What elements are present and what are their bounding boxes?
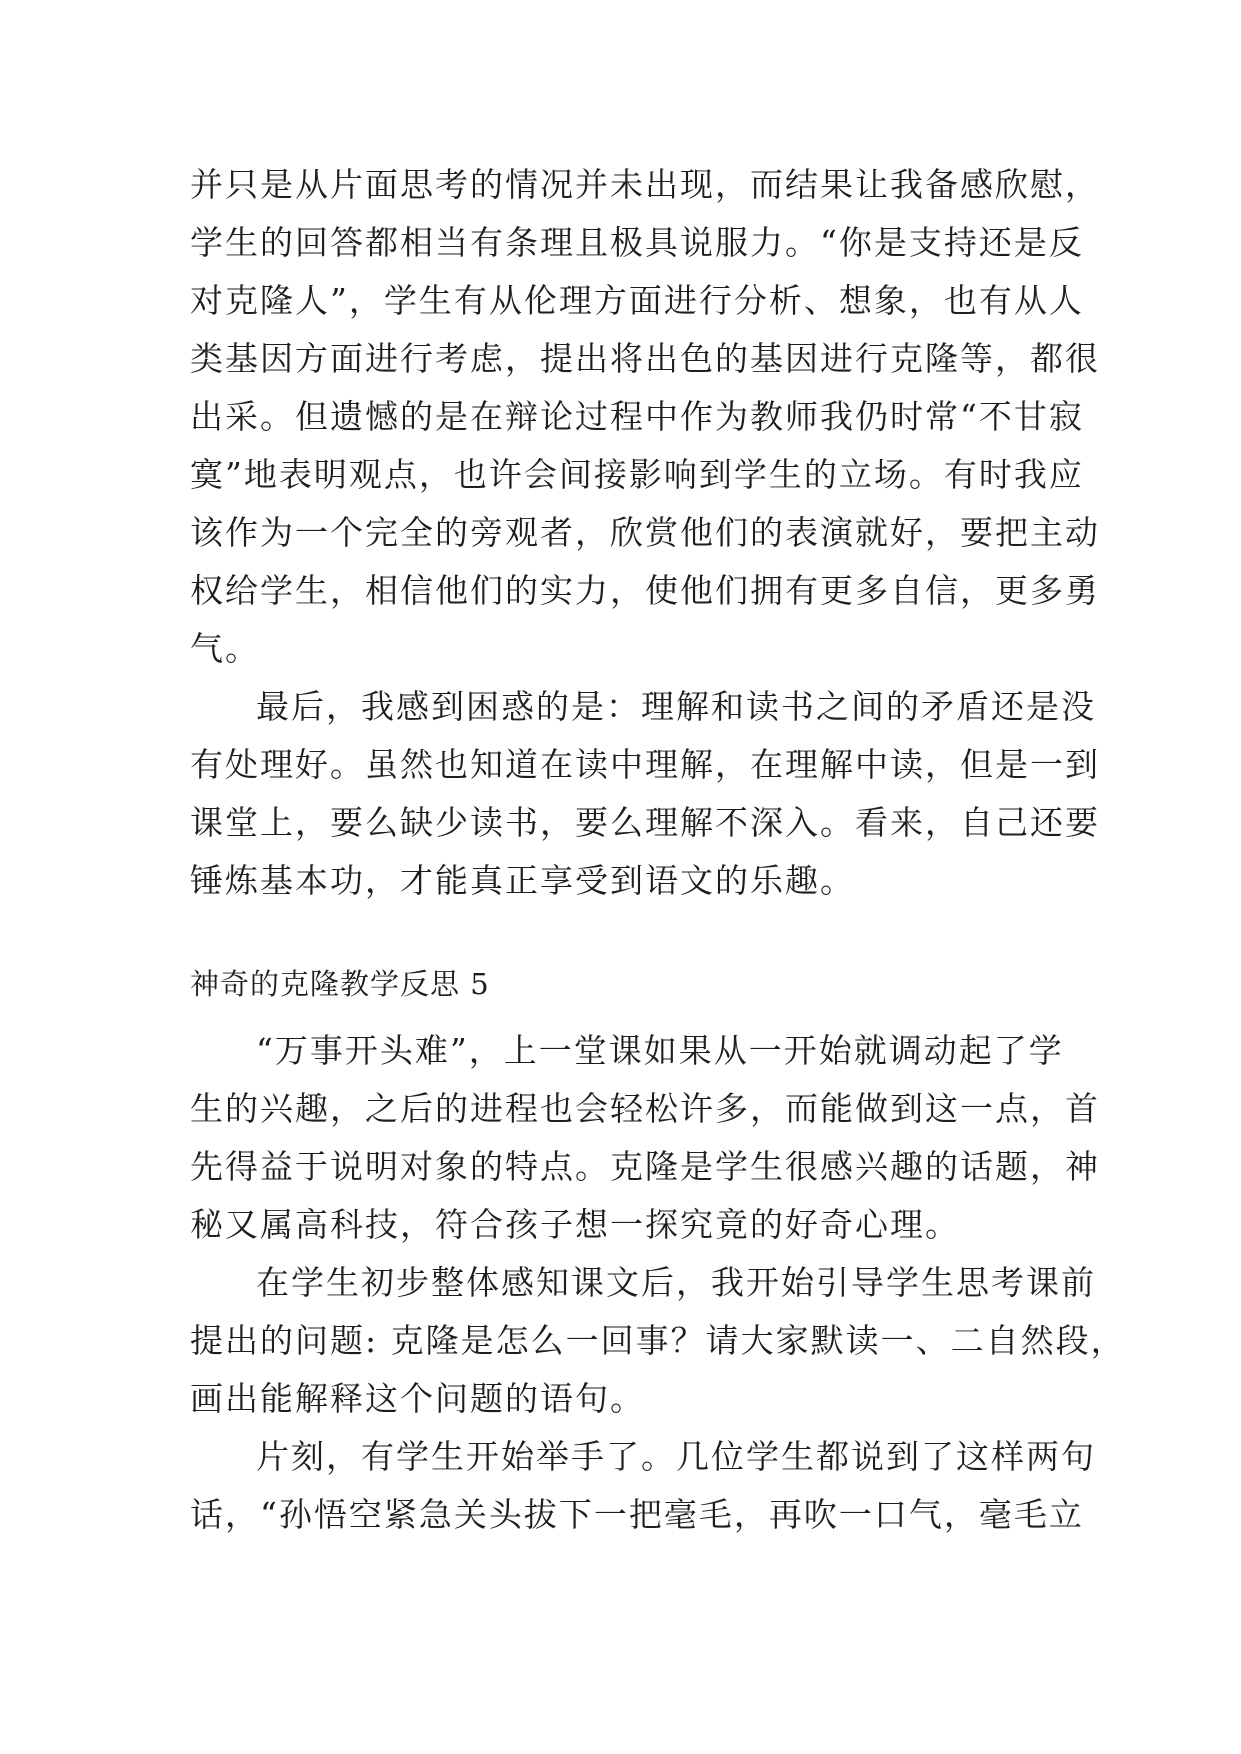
text-line: 出采。但遗憾的是在辩论过程中作为教师我仍时常“不甘寂 (190, 397, 1084, 436)
text-line: 在学生初步整体感知课文后，我开始引导学生思考课前 (256, 1263, 1096, 1302)
text-line: 片刻，有学生开始举手了。几位学生都说到了这样两句 (256, 1437, 1096, 1476)
text-line: 对克隆人”，学生有从伦理方面进行分析、想象，也有从人 (190, 281, 1084, 320)
text-line: 类基因方面进行考虑，提出将出色的基因进行克隆等，都很 (190, 339, 1100, 378)
text-line: 提出的问题: 克隆是怎么一回事？请大家默读一、二自然段， (190, 1321, 1126, 1360)
text-line: 秘又属高科技，符合孩子想一探究竟的好奇心理。 (190, 1205, 960, 1244)
text-line: 气。 (190, 629, 260, 668)
text-line: 生的兴趣，之后的进程也会轻松许多，而能做到这一点，首 (190, 1089, 1100, 1128)
text-line: 锤炼基本功，才能真正享受到语文的乐趣。 (190, 861, 855, 900)
text-line: 最后，我感到困惑的是：理解和读书之间的矛盾还是没 (256, 687, 1096, 726)
text-line: 画出能解释这个问题的语句。 (190, 1379, 645, 1418)
text-line: 学生的回答都相当有条理且极具说服力。“你是支持还是反 (190, 223, 1084, 262)
text-line: 课堂上，要么缺少读书，要么理解不深入。看来，自己还要 (190, 803, 1100, 842)
text-line: “万事开头难”，上一堂课如果从一开始就调动起了学 (256, 1031, 1064, 1070)
text-line: 先得益于说明对象的特点。克隆是学生很感兴趣的话题，神 (190, 1147, 1100, 1186)
text-line: 权给学生，相信他们的实力，使他们拥有更多自信，更多勇 (190, 571, 1100, 610)
text-line: 该作为一个完全的旁观者，欣赏他们的表演就好，要把主动 (190, 513, 1100, 552)
text-line: 有处理好。虽然也知道在读中理解，在理解中读，但是一到 (190, 745, 1100, 784)
text-line: 寞”地表明观点，也许会间接影响到学生的立场。有时我应 (190, 455, 1084, 494)
text-line: 并只是从片面思考的情况并未出现，而结果让我备感欣慰， (190, 165, 1100, 204)
text-line: 话，“孙悟空紧急关头拔下一把毫毛，再吹一口气，毫毛立 (190, 1495, 1084, 1534)
section-title: 神奇的克隆教学反思 5 (190, 967, 490, 1001)
